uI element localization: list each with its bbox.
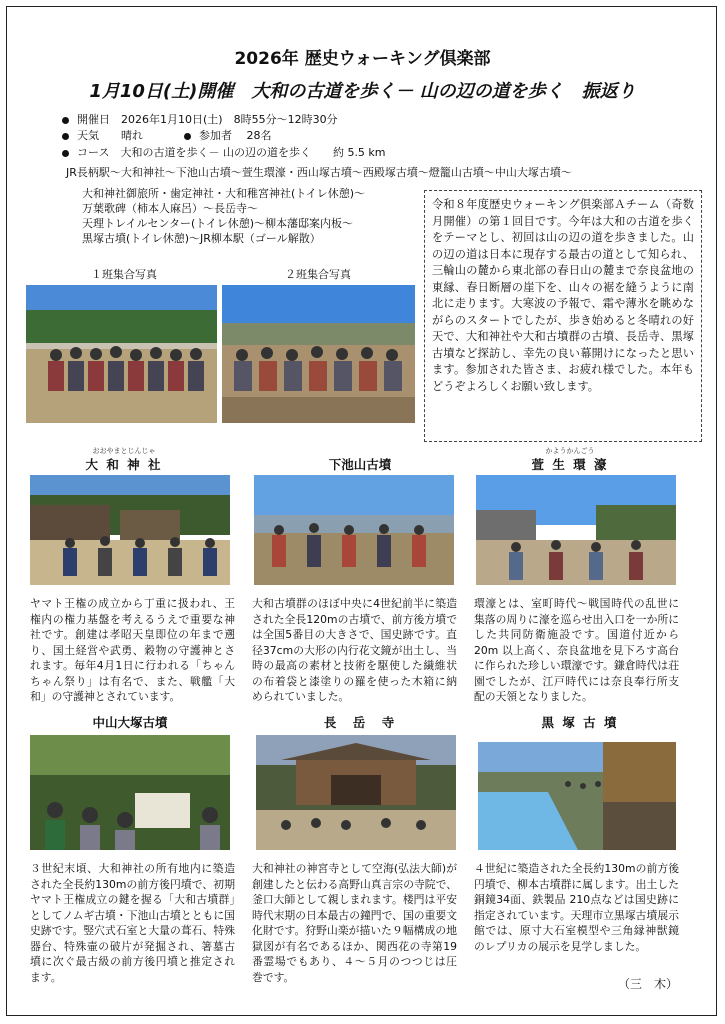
- author-signature: （三 木）: [618, 977, 679, 991]
- site4-photo: [30, 735, 230, 850]
- group2-photo: [222, 285, 415, 423]
- info-participants: 参加者 28名: [184, 128, 272, 143]
- site5-text: 大和神社の神宮寺として空海(弘法大師)が創建したと伝わる高野山真言宗の寺院で、釜口大師として親しまれます。楼門は平安時代末期の日本最古の鐘門で、国の重要文化財です。狩野山楽が描いた９幅構成の地獄図が有名であるほか、関西花の寺第19番霊場でもあり、４～５月のつつじは圧巻です。: [252, 862, 457, 984]
- route-lines: 大和神社御旅所・歯定神社・大和稚宮神社(トイレ休憩)～ 万葉歌碑（柿本人麻呂）～長岳寺～ 天理トレイルセンター(トイレ休憩)～柳本藩邸案内板～ 黒塚古墳(トイレ休憩)～JR柳本駅（ゴール解散）: [82, 187, 366, 245]
- page-subtitle: 1月10日(土)開催 大和の古道を歩く－ 山の辺の道を歩く 振返り: [89, 81, 636, 102]
- site5-photo: [256, 735, 456, 850]
- site3-text: 環濠とは、室町時代～戦国時代の乱世に集落の周りに濠を巡らせ出入口を一か所にした共同防衛施設です。国道付近から20m 以上高く、奈良盆地を見下ろす高台に作られた珍しい環濠です。鎌倉時代は荘園でしたが、江戸時代には奈良奉行所支配の天領となりました。: [474, 597, 679, 703]
- site2-text: 大和古墳群のほぼ中央に4世紀前半に築造された全長120mの古墳で、前方後方墳では全国5番目の大きさで、国史跡です。直径37cmの大形の内行花文鏡が出土し、当時の最高の素材と技術を駆使した繊維状の布着袋と漆塗りの羅を使った木箱に納められていました。: [252, 597, 457, 703]
- summary-box: 令和８年度歴史ウォーキング倶楽部Ａチーム（奇数月開催）の第１回目です。今年は大和の古道を歩くをテーマとし、初回は山の辺の道を歩きました。山の辺の道は日本に現存する最古の道として知られ、三輪山の麓から東北部の春日山の麓まで奈良盆地の東縁、春日断層の崖下を、山々の裾を縫うように南北に走ります。大寒波の予報で、霜や薄氷を眺めながらのスタートでしたが、歩き始めると冬晴れの好天で、大和神社や大和古墳群の古墳、長岳寺、黒塚古墳など探訪し、幸先の良い幕開けになったと思います。参加された皆さま、お疲れ様でした。本年もどうぞよろしくお願い致します。: [424, 190, 702, 442]
- site1-ruby: おおやまとじんじゃ: [92, 447, 156, 455]
- site3-photo: [476, 475, 676, 585]
- group1-caption: １班集合写真: [91, 268, 157, 281]
- page-title: 2026年 歴史ウォーキング倶楽部: [234, 49, 491, 69]
- group2-caption: ２班集合写真: [285, 268, 351, 281]
- route-line-1: JR長柄駅～大和神社～下池山古墳～萱生環濠・西山塚古墳～西殿塚古墳～燈籠山古墳～中山大塚古墳～: [66, 166, 572, 179]
- site6-text: ４世紀に築造された全長約130mの前方後円墳で、柳本古墳群に属します。出土した銅鏡34面、鉄製品 210点などは国史跡に指定されています。天理市立黒塚古墳展示館では、原寸大石室模型や三角縁神獣鏡のレプリカの展示を見学しました。: [474, 862, 679, 953]
- info-weather: 天気 晴れ: [62, 128, 143, 143]
- site5-heading: 長 岳 寺: [323, 715, 397, 730]
- info-course: コース 大和の古道を歩く－ 山の辺の道を歩く 約 5.5 km: [62, 145, 386, 160]
- site4-heading: 中山大塚古墳: [92, 715, 168, 730]
- site2-heading: 下池山古墳: [328, 457, 392, 472]
- site2-photo: [254, 475, 454, 585]
- site3-heading: 萱 生 環 濠: [531, 457, 609, 472]
- group1-photo: [26, 285, 217, 423]
- site1-heading: 大 和 神 社: [85, 457, 163, 472]
- site3-ruby: かようかんごう: [545, 447, 595, 455]
- site1-text: ヤマト王権の成立から丁重に扱われ、王権内の権力基盤を考えるうえで重要な神社です。創建は孝昭天皇即位の年まで遡り、国土経営や武勇、穀物の守護神とされます。毎年4月1日に行われる「ちゃんちゃん祭り」は有名で、また、戦艦「大和」の守護神とされています。: [30, 597, 235, 703]
- info-date: 開催日 2026年1月10日(土) 8時55分～12時30分: [62, 112, 338, 127]
- site1-photo: [30, 475, 230, 585]
- site6-photo: [478, 742, 676, 850]
- site6-heading: 黒 塚 古 墳: [541, 715, 619, 730]
- site4-text: ３世紀末頃、大和神社の所有地内に築造された全長約130mの前方後円墳で、初期ヤマト王権成立の鍵を握る「大和古墳群」としてノムギ古墳・下池山古墳とともに国史跡です。竪穴式石室と大量の葺石、特殊器台、特殊壷の破片が発掘され、箸墓古墳に次ぐ最古級の前方後円墳と推定されます。: [30, 862, 235, 984]
